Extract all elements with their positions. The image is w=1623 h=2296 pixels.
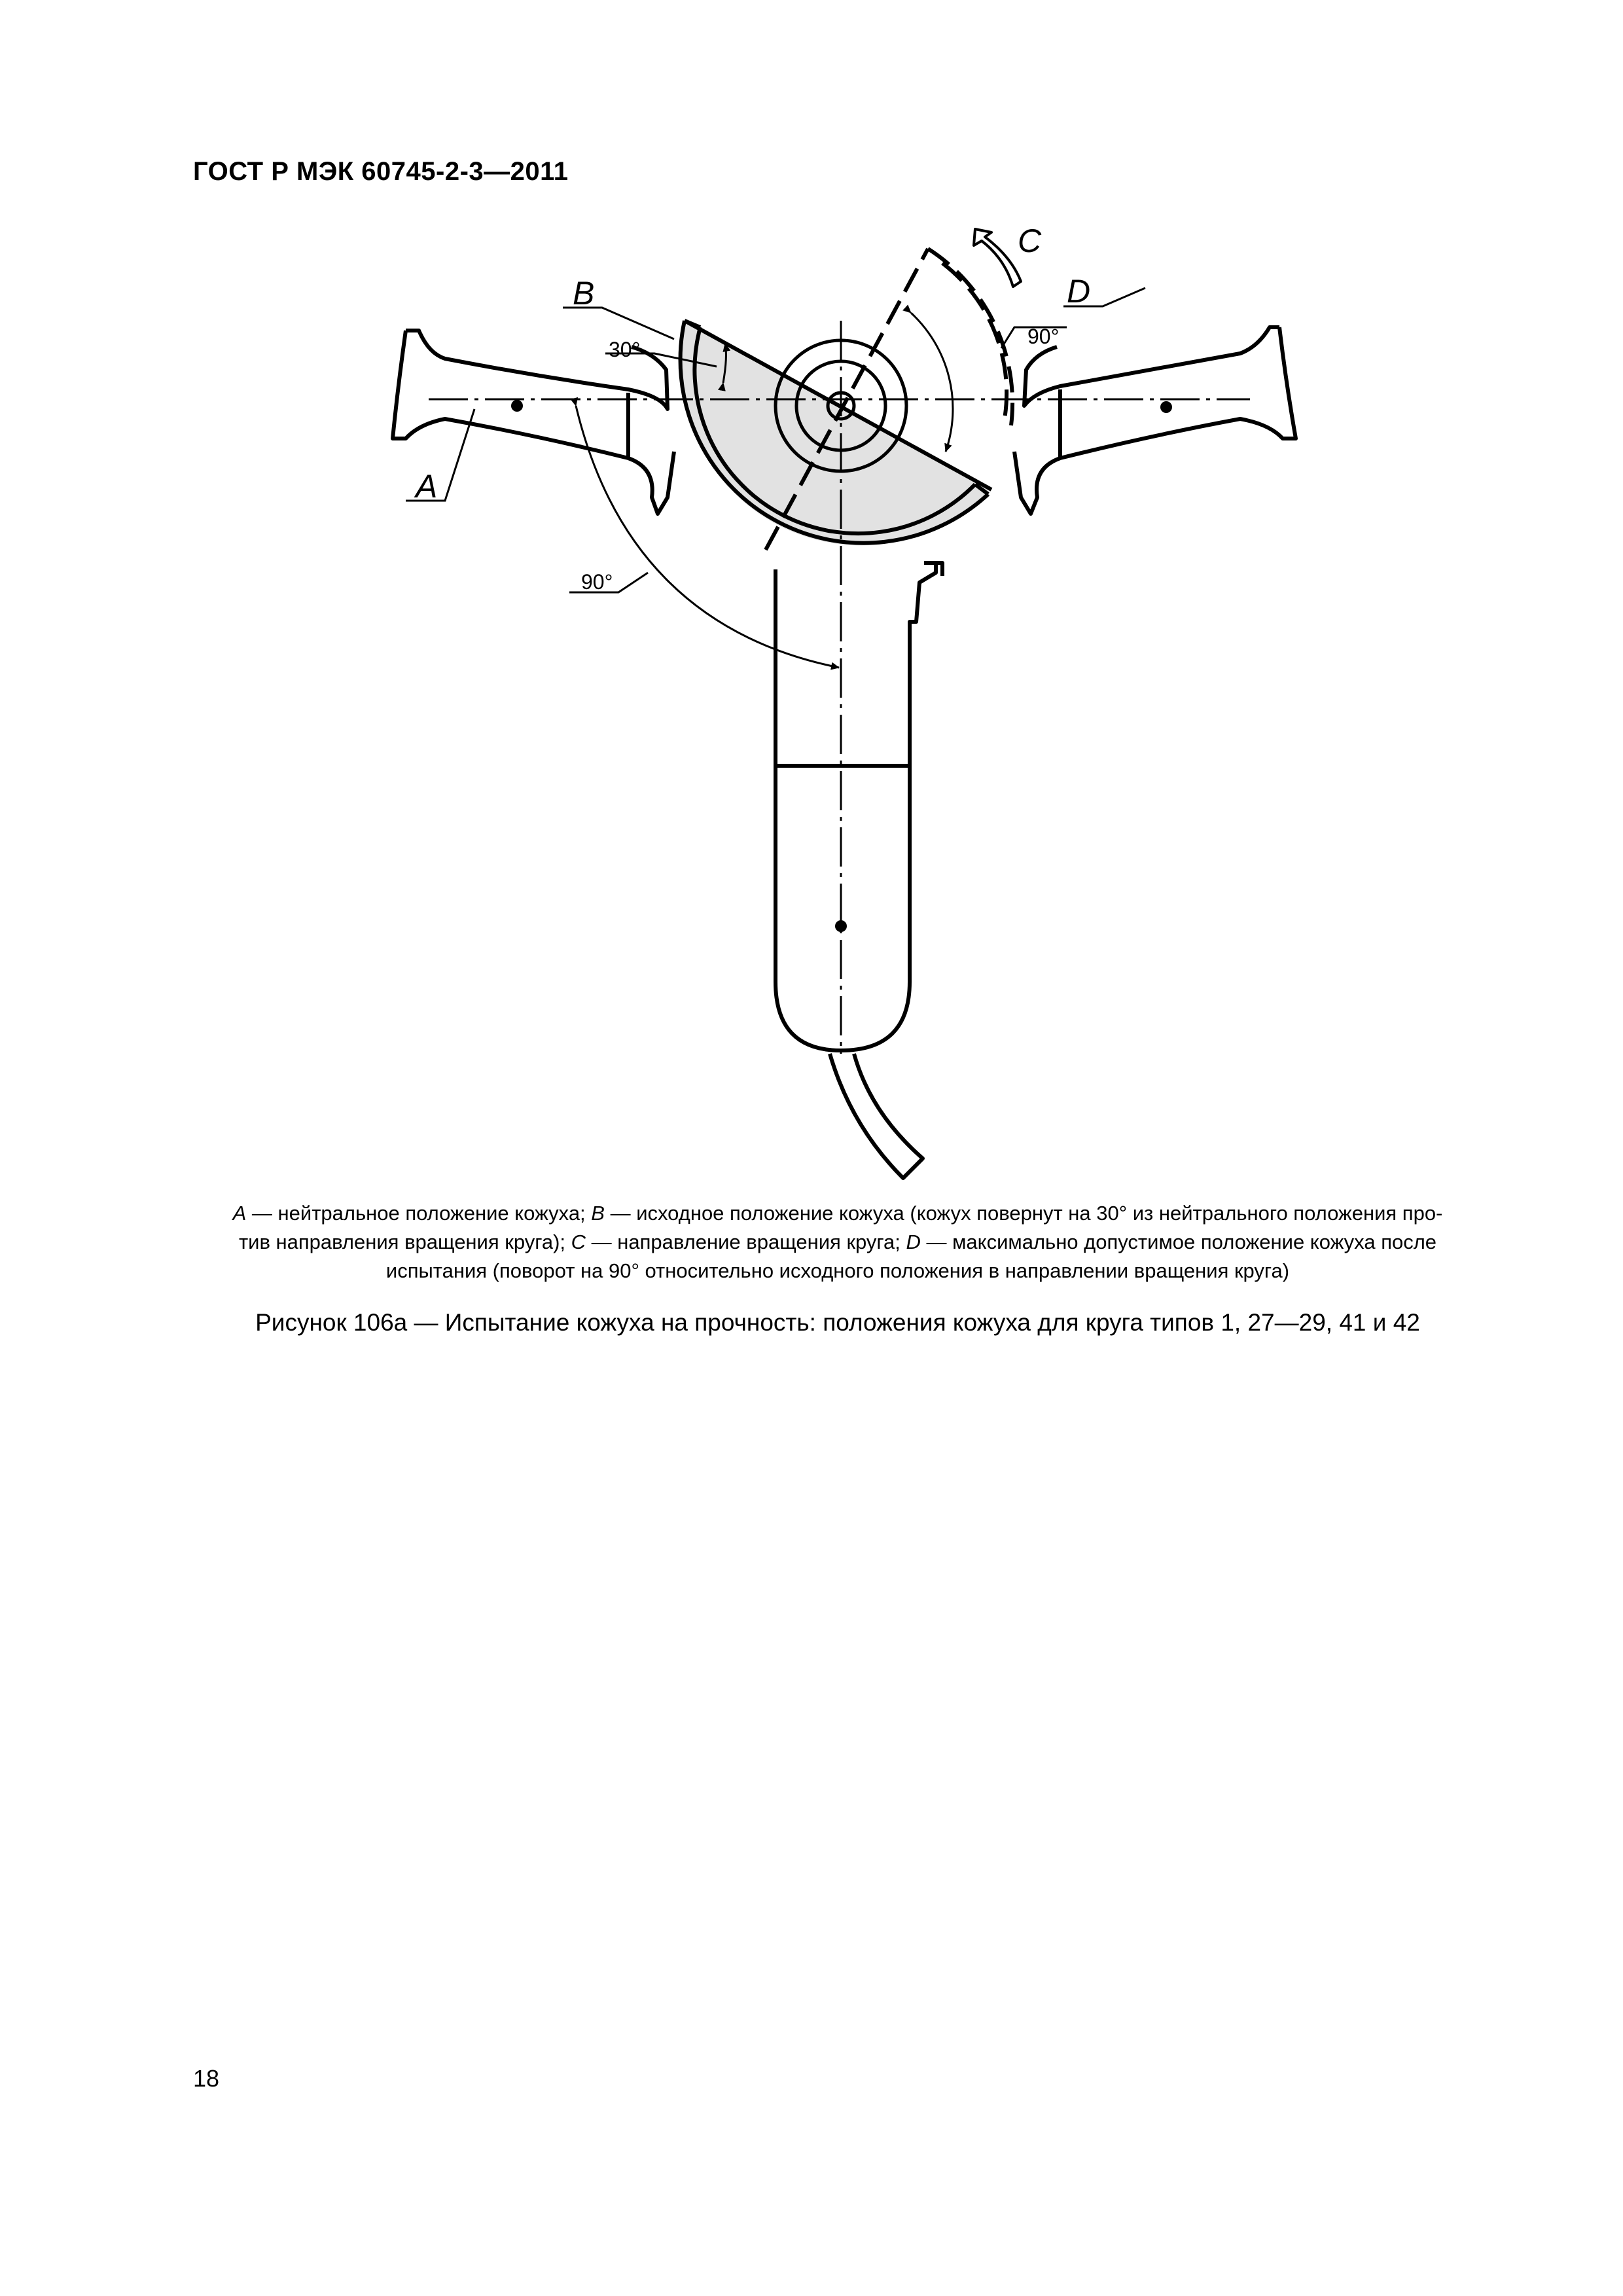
standard-header-title: ГОСТ Р МЭК 60745-2-3—2011 (193, 157, 569, 186)
label-c: C (1018, 223, 1042, 259)
rotation-direction-c-arrow (974, 229, 1021, 287)
right-side-handle (1014, 327, 1296, 514)
legend-key-c: C (571, 1230, 586, 1253)
legend-text-d: — максимально допустимое положение кожуха после (920, 1230, 1437, 1253)
page-number: 18 (193, 2065, 220, 2092)
angle-a-label: 90° (581, 570, 613, 594)
left-handle-center-dot (511, 400, 523, 412)
angle-d-label: 90° (1027, 325, 1060, 348)
legend-text-line2: тив направления вращения круга); (238, 1230, 571, 1253)
figure-caption: Рисунок 106а — Испытание кожуха на прочность: положения кожуха для круга типов 1, 27—29, 41 и 42 (255, 1309, 1420, 1336)
label-b: B (573, 275, 595, 312)
legend-key-b: B (591, 1202, 605, 1225)
label-d: D (1067, 273, 1091, 310)
housing-center-dot (835, 920, 847, 932)
motor-housing (776, 563, 942, 1050)
power-cord (830, 1054, 923, 1178)
angle-b-label: 30° (609, 338, 641, 361)
legend-text-b: — исходное положение кожуха (кожух повернут на 30° из нейтрального положения про- (604, 1202, 1443, 1225)
legend-key-d: D (906, 1230, 921, 1253)
angle-d-arc (911, 313, 953, 452)
legend-line-2 (190, 1228, 1486, 1257)
legend-key-a: A (232, 1202, 247, 1225)
legend-text-c: — направление вращения круга; (586, 1230, 906, 1253)
legend-line-1 (190, 1199, 1486, 1228)
legend-text-a: — нейтральное положение кожуха; (246, 1202, 592, 1225)
figure-legend (190, 1199, 1486, 1285)
label-a: A (416, 468, 438, 505)
right-handle-center-dot (1160, 401, 1172, 413)
legend-line-3: испытания (поворот на 90° относительно исходного положения в направлении вращения круга) (385, 1259, 1290, 1282)
